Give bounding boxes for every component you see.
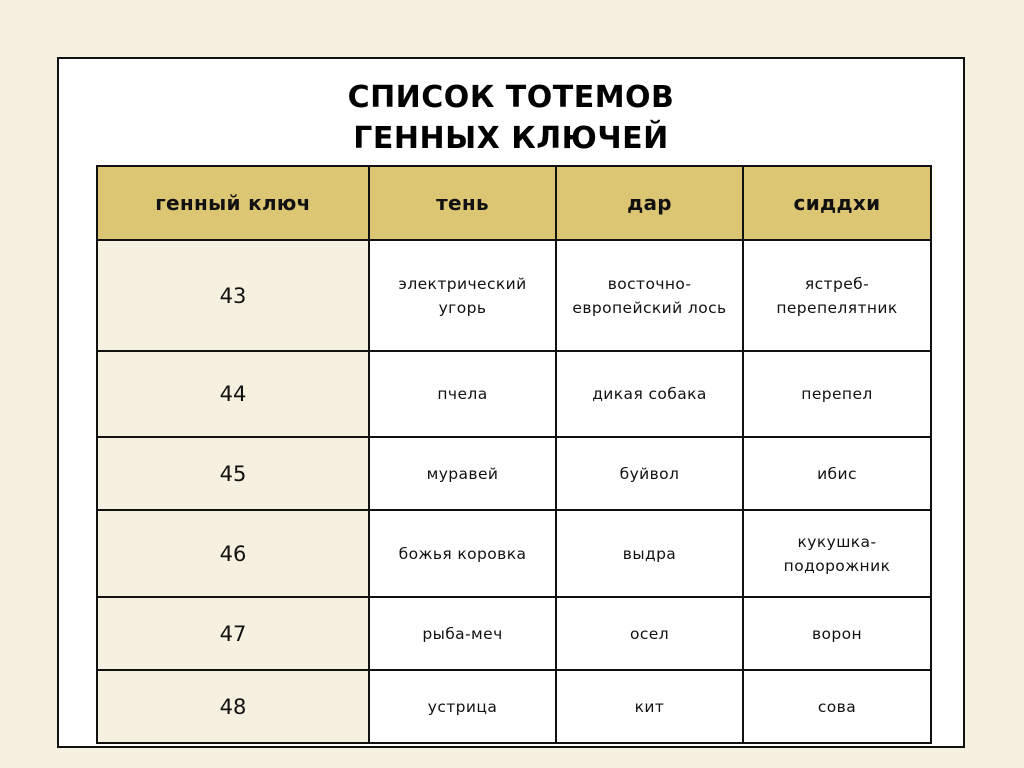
gene-key-cell: 47 bbox=[97, 597, 369, 670]
gene-key-cell: 48 bbox=[97, 670, 369, 743]
header-shadow: тень bbox=[369, 166, 556, 240]
siddhi-cell: сова bbox=[743, 670, 931, 743]
table-row bbox=[97, 437, 931, 510]
gift-cell: дикая собака bbox=[556, 351, 743, 437]
gift-cell: осел bbox=[556, 597, 743, 670]
page-title bbox=[59, 77, 963, 159]
header-siddhi: сиддхи bbox=[743, 166, 931, 240]
table-row bbox=[97, 670, 931, 743]
siddhi-cell: ворон bbox=[743, 597, 931, 670]
shadow-cell: божья коровка bbox=[369, 510, 556, 597]
shadow-cell: электрический угорь bbox=[369, 240, 556, 351]
title-line-2: ГЕННЫХ КЛЮЧЕЙ bbox=[353, 121, 669, 156]
gift-cell: кит bbox=[556, 670, 743, 743]
table-row bbox=[97, 597, 931, 670]
table-row bbox=[97, 351, 931, 437]
gene-key-cell: 43 bbox=[97, 240, 369, 351]
header-gift: дар bbox=[556, 166, 743, 240]
siddhi-cell: ястреб-перепелятник bbox=[743, 240, 931, 351]
siddhi-cell: перепел bbox=[743, 351, 931, 437]
shadow-cell: пчела bbox=[369, 351, 556, 437]
totem-card bbox=[57, 57, 965, 748]
title-line-1: СПИСОК ТОТЕМОВ bbox=[347, 80, 675, 115]
gene-key-cell: 44 bbox=[97, 351, 369, 437]
table-row bbox=[97, 510, 931, 597]
table-row bbox=[97, 240, 931, 351]
siddhi-cell: ибис bbox=[743, 437, 931, 510]
gene-key-cell: 45 bbox=[97, 437, 369, 510]
gift-cell: выдра bbox=[556, 510, 743, 597]
shadow-cell: муравей bbox=[369, 437, 556, 510]
shadow-cell: рыба-меч bbox=[369, 597, 556, 670]
gift-cell: восточно-европейский лось bbox=[556, 240, 743, 351]
header-gene-key: генный ключ bbox=[97, 166, 369, 240]
siddhi-cell: кукушка-подорожник bbox=[743, 510, 931, 597]
totem-table bbox=[96, 165, 932, 744]
header-row bbox=[97, 166, 931, 240]
gene-key-cell: 46 bbox=[97, 510, 369, 597]
gift-cell: буйвол bbox=[556, 437, 743, 510]
shadow-cell: устрица bbox=[369, 670, 556, 743]
